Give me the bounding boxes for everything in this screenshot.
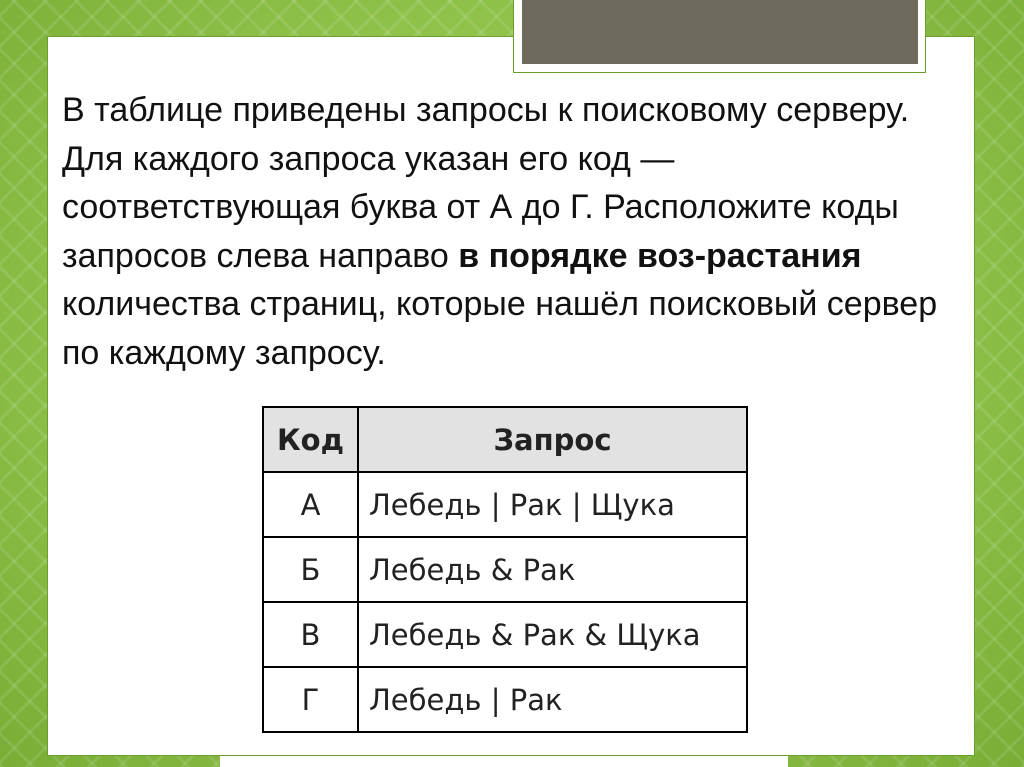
row-code: Г bbox=[263, 667, 358, 732]
table-row bbox=[263, 472, 747, 537]
row-code: А bbox=[263, 472, 358, 537]
task-description bbox=[62, 86, 952, 377]
task-text-bold: в порядке воз-растания bbox=[458, 236, 862, 275]
table-row bbox=[263, 667, 747, 732]
header-code: Код bbox=[263, 407, 358, 472]
query-table bbox=[262, 406, 748, 733]
table-row bbox=[263, 537, 747, 602]
table-row bbox=[263, 602, 747, 667]
row-query: Лебедь | Рак | Щука bbox=[358, 472, 747, 537]
header-query: Запрос bbox=[358, 407, 747, 472]
task-text-part1: В таблице приведены запросы к поисковому серверу. Для каждого запроса указан его код — соответствующая буква от А до Г. Расположите коды запросов слева направо bbox=[62, 91, 910, 275]
row-query: Лебедь & Рак bbox=[358, 537, 747, 602]
title-bar bbox=[522, 0, 918, 64]
row-query: Лебедь & Рак & Щука bbox=[358, 602, 747, 667]
task-text-part2: количества страниц, которые нашёл поисковый сервер по каждому запросу. bbox=[62, 285, 938, 372]
table-header-row bbox=[263, 407, 747, 472]
row-query: Лебедь | Рак bbox=[358, 667, 747, 732]
row-code: Б bbox=[263, 537, 358, 602]
row-code: В bbox=[263, 602, 358, 667]
